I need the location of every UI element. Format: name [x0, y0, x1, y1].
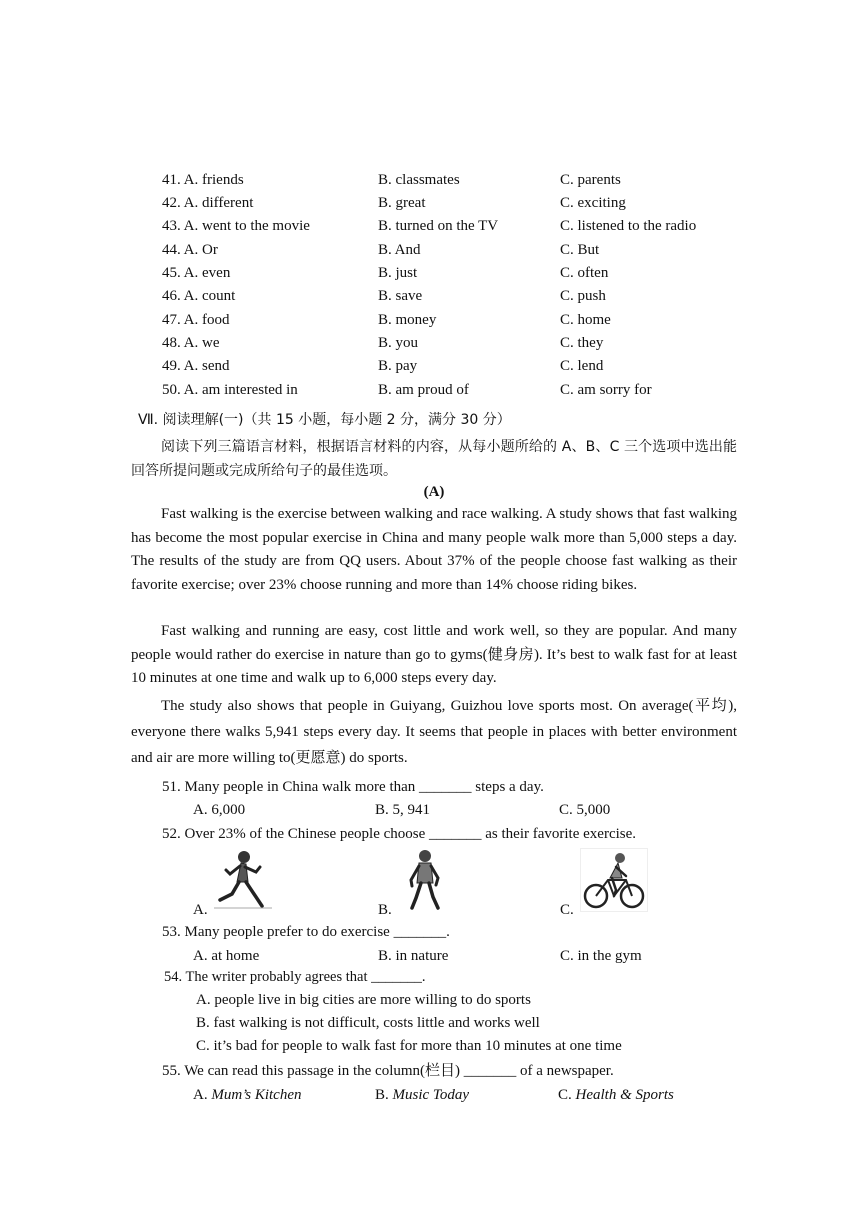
question-53-option-a: A. at home — [193, 948, 260, 964]
question-52-option-a-label: A. — [193, 902, 208, 918]
passage-paragraph-3: The study also shows that people in Guiyang, Guizhou love sports most. On average(平均), everyone there walks 5,941 steps every day. It seems that people in places with better environment and air are more willing to(更愿意) do sports. — [131, 698, 737, 766]
cloze-41-option-c: C. parents — [560, 172, 621, 188]
cloze-41-option-a: 41. A. friends — [162, 172, 244, 188]
column-name: Health & Sports — [575, 1087, 674, 1103]
cloze-45-option-b: B. just — [378, 265, 418, 281]
question-52-stem: 52. Over 23% of the Chinese people choose _______ as their favorite exercise. — [162, 826, 637, 842]
cloze-50-option-c: C. am sorry for — [560, 382, 652, 398]
cyclist-icon — [580, 848, 648, 912]
question-54-option-b: B. fast walking is not difficult, costs little and works well — [196, 1015, 540, 1031]
cloze-43-option-a: 43. A. went to the movie — [162, 218, 310, 234]
column-name: Mum’s Kitchen — [211, 1087, 302, 1103]
cloze-49-option-b: B. pay — [378, 358, 418, 374]
cloze-44-option-a: 44. A. Or — [162, 242, 218, 258]
cloze-48-option-a: 48. A. we — [162, 335, 220, 351]
question-51-stem: 51. Many people in China walk more than _______ steps a day. — [162, 779, 544, 795]
question-55-option-a — [193, 1085, 301, 1105]
question-55-option-b — [375, 1085, 469, 1105]
cloze-45-option-a: 45. A. even — [162, 265, 231, 281]
column-name: Music Today — [392, 1087, 470, 1103]
question-54-stem: 54. The writer probably agrees that _______. — [164, 969, 426, 985]
cloze-47-option-c: C. home — [560, 312, 611, 328]
cloze-44-option-b: B. And — [378, 242, 421, 258]
cloze-50-option-a: 50. A. am interested in — [162, 382, 298, 398]
option-letter: A. — [193, 1087, 212, 1103]
question-51-option-b: B. 5, 941 — [375, 802, 431, 818]
question-52-option-b-label: B. — [378, 902, 392, 918]
question-53-stem: 53. Many people prefer to do exercise _______. — [162, 924, 450, 940]
cloze-44-option-c: C. But — [560, 242, 600, 258]
passage-paragraph-2: Fast walking and running are easy, cost little and work well, so they are popular. And many people would rather do exercise in nature than go to gyms(健身房). It’s best to walk fast for at least 10 minutes at one time and walk up to 6,000 steps every day. — [131, 623, 737, 687]
cloze-48-option-b: B. you — [378, 335, 419, 351]
question-54-option-a: A. people live in big cities are more willing to do sports — [196, 992, 531, 1008]
passage-label: (A) — [423, 484, 445, 500]
cloze-45-option-c: C. often — [560, 265, 609, 281]
question-51-option-c: C. 5,000 — [559, 802, 611, 818]
question-55-stem: 55. We can read this passage in the column(栏目) _______ of a newspaper. — [162, 1063, 614, 1079]
cloze-42-option-a: 42. A. different — [162, 195, 254, 211]
cloze-46-option-c: C. push — [560, 288, 606, 304]
question-54-option-c: C. it’s bad for people to walk fast for more than 10 minutes at one time — [196, 1038, 622, 1054]
question-51-option-a: A. 6,000 — [193, 802, 246, 818]
cloze-43-option-b: B. turned on the TV — [378, 218, 499, 234]
passage-paragraph-1: Fast walking is the exercise between walking and race walking. A study shows that fast walking has become the most popular exercise in China and many people walk more than 5,000 steps a day. The results of the study are from QQ users. About 37% of the people choose fast walking as their favorite exercise; over 23% choose running and more than 14% choose riding bikes. — [131, 506, 737, 593]
cloze-46-option-b: B. save — [378, 288, 423, 304]
cloze-43-option-c: C. listened to the radio — [560, 218, 697, 234]
cloze-46-option-a: 46. A. count — [162, 288, 236, 304]
cloze-41-option-b: B. classmates — [378, 172, 460, 188]
running-person-icon — [210, 848, 274, 912]
option-letter: C. — [558, 1087, 576, 1103]
walking-person-icon — [400, 848, 450, 912]
question-55-option-c — [558, 1085, 674, 1105]
option-letter: B. — [375, 1087, 393, 1103]
cloze-50-option-b: B. am proud of — [378, 382, 469, 398]
question-52-option-c-label: C. — [560, 902, 574, 918]
question-53-option-c: C. in the gym — [560, 948, 642, 964]
section-instruction: 阅读下列三篇语言材料，根据语言材料的内容，从每小题所给的 A、B、C 三个选项中选出能回答所提问题或完成所给句子的最佳选项。 — [131, 439, 737, 479]
question-53-option-b: B. in nature — [378, 948, 449, 964]
cloze-48-option-c: C. they — [560, 335, 604, 351]
cloze-49-option-c: C. lend — [560, 358, 604, 374]
cloze-42-option-c: C. exciting — [560, 195, 626, 211]
cloze-47-option-b: B. money — [378, 312, 437, 328]
cloze-49-option-a: 49. A. send — [162, 358, 230, 374]
cloze-47-option-a: 47. A. food — [162, 312, 230, 328]
section-heading: Ⅶ. 阅读理解(一)（共 15 小题，每小题 2 分，满分 30 分） — [138, 412, 511, 428]
cloze-42-option-b: B. great — [378, 195, 426, 211]
